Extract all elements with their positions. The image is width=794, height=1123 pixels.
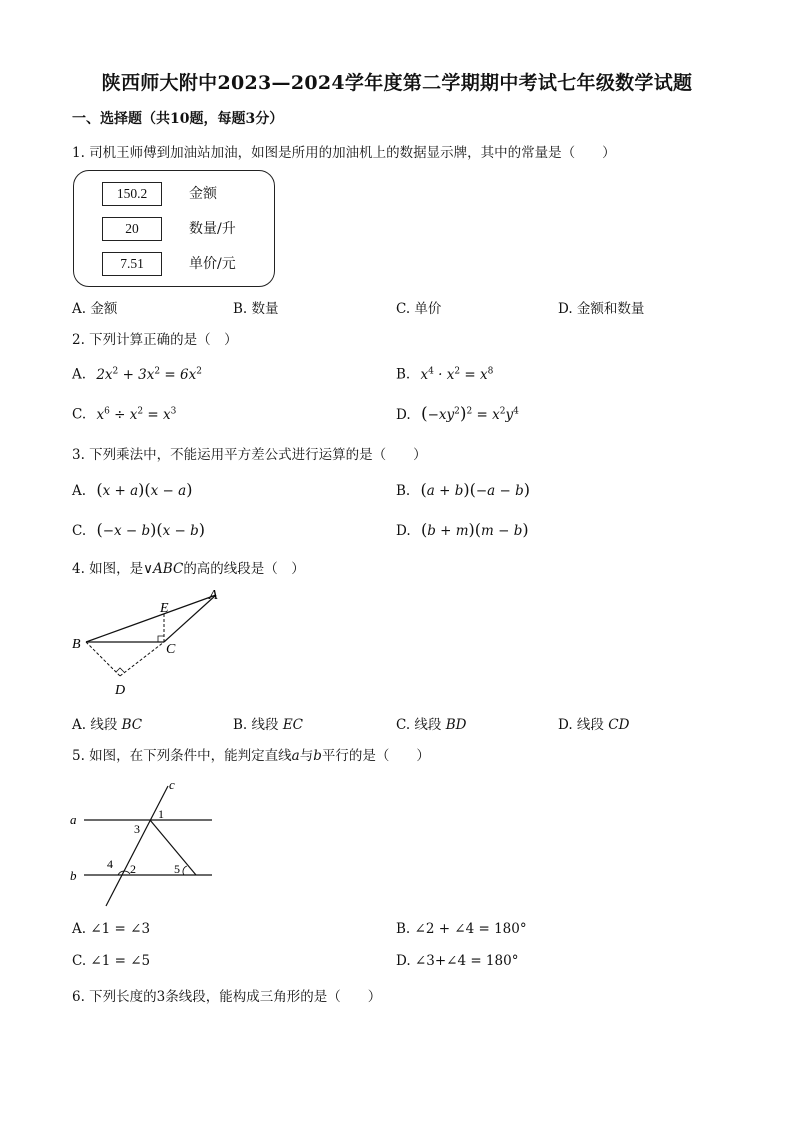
triangle-figure [66, 585, 236, 700]
question-5-stem [72, 744, 430, 764]
q5-line-a: a [291, 748, 300, 764]
section-heading: 一、选择题（共10题，每题3分） [72, 111, 284, 127]
label-line-b: b [70, 868, 77, 883]
q1-option-c: C. 单价 [396, 301, 442, 317]
q2-option-b: B. $x^4 \cdot x^2 = x^8$ [396, 366, 494, 383]
angle-2-label: 2 [130, 862, 136, 876]
q5-option-c: C. ∠1 = ∠5 [72, 953, 151, 969]
q4-option-b [233, 713, 303, 733]
q3-option-c-key: C. [72, 523, 87, 539]
angle-3-label: 3 [134, 822, 140, 836]
q4-option-a [72, 713, 142, 733]
price-label: 单价/元 [189, 256, 236, 272]
fuel-display-panel [73, 170, 275, 287]
q4-option-c [396, 713, 466, 733]
q4-option-a-value: BC [121, 717, 143, 733]
q4-stem-post: 的高的线段是（ ） [183, 561, 305, 577]
q2-option-d-key: D. [396, 407, 411, 423]
label-c: C [166, 642, 176, 657]
q4-option-b-value: EC [282, 717, 303, 733]
q3-option-c: C. (−x − b)(x − b) [72, 520, 206, 539]
question-4-stem [72, 557, 305, 577]
q1-option-b: B. 数量 [233, 301, 279, 317]
q2-option-c-key: C. [72, 406, 87, 423]
q4-option-c-key: C. 线段 [396, 717, 442, 733]
q4-option-d-key: D. 线段 [558, 717, 604, 733]
q3-option-b: B. (a + b)(−a − b) [396, 480, 530, 499]
q3-option-b-key: B. [396, 483, 411, 499]
q3-option-d: D. (b + m)(m − b) [396, 520, 529, 539]
angle-4-label: 4 [107, 857, 113, 871]
q4-option-d-value: CD [608, 717, 630, 733]
q2-option-a: A. $2x^2 + 3x^2 = 6x^2$ [72, 366, 202, 383]
q2-option-a-key: A. [72, 366, 87, 383]
q5-option-b: B. ∠2 + ∠4 = 180° [396, 921, 527, 937]
amount-label: 金额 [189, 186, 217, 202]
angle-1-label: 1 [158, 807, 164, 821]
q5-option-d: D. ∠3+∠4 = 180° [396, 953, 519, 969]
question-2-stem: 2. 下列计算正确的是（ ） [72, 332, 238, 348]
q5-line-b: b [313, 748, 322, 764]
q2-option-b-key: B. [396, 366, 411, 383]
quantity-value: 20 [102, 217, 162, 241]
q1-option-d: D. 金额和数量 [558, 301, 645, 317]
quantity-label: 数量/升 [189, 221, 236, 237]
label-line-c: c [169, 777, 175, 792]
q2-option-c: C. $x^6 \div x^2 = x^3$ [72, 406, 177, 423]
label-line-a: a [70, 812, 77, 827]
q4-option-a-key: A. 线段 [72, 717, 118, 733]
q5-stem-mid: 与 [299, 748, 314, 764]
label-a: A [209, 588, 218, 603]
q2-option-d: D. $(-xy^2)^2 = x^2y^4$ [396, 404, 519, 424]
price-value: 7.51 [102, 252, 162, 276]
q1-option-a: A. 金额 [72, 301, 118, 317]
q5-stem-post: 平行的是（ ） [321, 748, 430, 764]
label-e: E [160, 601, 169, 616]
q4-option-b-key: B. 线段 [233, 717, 279, 733]
q5-stem-pre: 5. 如图，在下列条件中，能判定直线 [72, 748, 292, 764]
angle-5-label: 5 [174, 862, 180, 876]
q4-triangle-name: ∨ABC [143, 561, 184, 577]
q3-option-d-key: D. [396, 523, 411, 539]
q4-stem-pre: 4. 如图，是 [72, 561, 144, 577]
parallel-lines-figure [66, 774, 226, 912]
q3-option-a-key: A. [72, 483, 87, 499]
amount-value: 150.2 [102, 182, 162, 206]
q4-option-c-value: BD [445, 717, 467, 733]
q4-option-d [558, 713, 629, 733]
label-d: D [115, 683, 126, 698]
question-3-stem: 3. 下列乘法中，不能运用平方差公式进行运算的是（ ） [72, 447, 427, 463]
question-1-stem: 1. 司机王师傅到加油站加油，如图是所用的加油机上的数据显示牌，其中的常量是（ ） [72, 145, 616, 161]
q5-option-a: A. ∠1 = ∠3 [72, 921, 151, 937]
label-b: B [72, 637, 81, 652]
page-title: 陕西师大附中2023—2024学年度第二学期期中考试七年级数学试题 [101, 72, 693, 94]
question-6-stem: 6. 下列长度的3条线段，能构成三角形的是（ ） [72, 989, 382, 1005]
q3-option-a: A. (x + a)(x − a) [72, 480, 193, 499]
